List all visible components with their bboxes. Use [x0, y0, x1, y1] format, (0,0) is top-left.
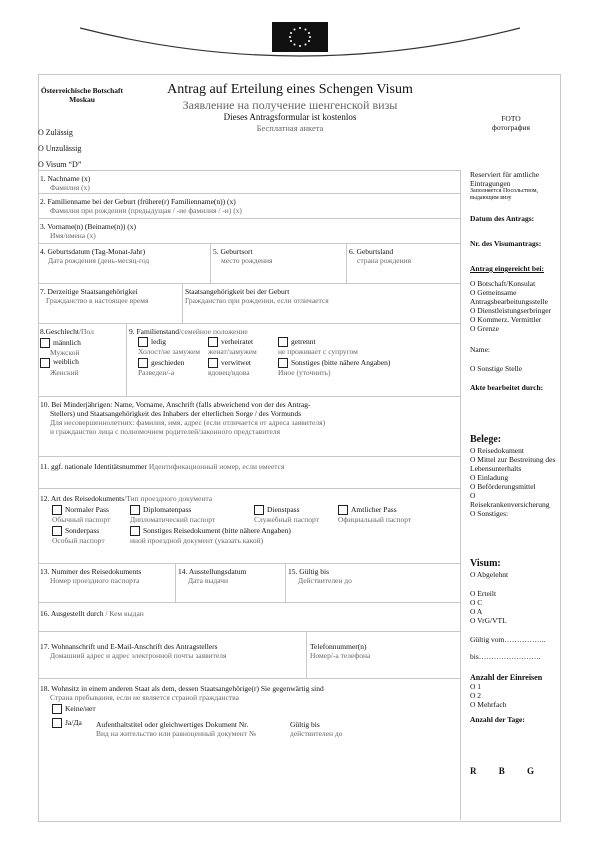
valid-from-field[interactable]: Gültig vom…………….. [470, 635, 546, 644]
status-option[interactable]: O Unzulässig [38, 144, 82, 153]
nr-label: Nr. des Visumantrags: [470, 239, 542, 248]
marital-option[interactable]: verheiratet женат/замужем [208, 337, 257, 357]
document-option[interactable]: Normaler Pass Обычный паспорт [52, 505, 111, 525]
status-option[interactable]: O Zulässig [38, 128, 73, 137]
visum-option[interactable]: O Abgelehnt [470, 570, 509, 579]
belege-option[interactable]: O Mittel zur Bestreitung des Lebensunterhalts [470, 455, 556, 473]
entries-option[interactable]: O 2 [470, 691, 482, 700]
field-guardian[interactable]: 10. Bei Minderjährigen: Name, Vorname, Anschrift (falls abweichend von der des Antrag- Stellers) und Staatsangehörigkeit des Inhabers der elterlichen Sorge / des Vormunds Для несовершеннолетних: фамилия, имя, адрес (если отличается от адреса заявителя) и гражданство лица с полномочием родителей/законного представителя [40, 400, 326, 436]
form-title: Antrag auf Erteilung eines Schengen Visum Заявление на получение шенгенской визы Dieses Antragsformular ist kostenlos Бесплатная анкета [167, 82, 413, 133]
residence-yes-option[interactable]: Ja/Да [52, 718, 82, 728]
field-birth-surname[interactable]: 2. Familienname bei der Geburt (frühere(r) Familienname(n)) (x) Фамилия при рождении (предыдущая / -ие фамилия / -и) (x) [40, 197, 242, 215]
document-option[interactable]: Diplomatenpass Дипломатический паспорт [130, 505, 216, 525]
belege-option[interactable]: O Beförderungsmittel [470, 482, 536, 491]
residence-no-option[interactable]: Keine/нет [52, 704, 96, 714]
marital-option[interactable]: geschieden Разведен/-а [138, 358, 185, 378]
entries-option[interactable]: O Mehrfach [470, 700, 507, 709]
field-sex: 8.Geschlecht/Пол männlich Мужской weiblich Женский [40, 327, 94, 377]
field-document-number[interactable]: 13. Nummer des Reisedokuments Номер проездного паспорта [40, 567, 142, 585]
document-option[interactable]: Dienstpass Служебный паспорт [254, 505, 319, 525]
field-valid-until[interactable]: 15. Gültig bis Действителен до [288, 567, 352, 585]
status-options [38, 128, 81, 170]
belege-option[interactable]: O Reisedokument [470, 446, 524, 455]
other-place-option[interactable]: O Sonstige Stelle [470, 364, 523, 373]
field-issued-by[interactable]: 16. Ausgestellt durch / Кем выдан [40, 609, 144, 618]
submitted-option[interactable]: O Dienstleistungserbringer [470, 306, 552, 315]
document-option[interactable]: Sonderpass Особый паспорт [52, 526, 105, 546]
marital-option[interactable]: Sonstiges (bitte nähere Angaben) Иное (уточнить) [278, 358, 391, 378]
official-sidebar: Reserviert für amtliche Eintragungen Заполняется Посольством, выдающим визу Datum des Antrags: Nr. des Visumantrags: Antrag eingereicht bei: O Botschaft/Konsulat O Gemeinsame Antragsbearbeitungsstelle O Dienstleistungserbringer O Kommerz. Vermittler O Grenze Name: O Sonstige Stelle Akte bearbeitet durch: [470, 170, 556, 392]
field-phone[interactable]: Telefonnummer(n) Номер/-а телефона [310, 642, 371, 660]
field-residence: 18. Wohnsitz in einem anderen Staat als dem, dessen Staatsangehörige(r) Sie gegenwärtig sind Страна пребывания, если не является страной гражданства [40, 684, 324, 702]
belege-option[interactable]: O Sonstiges: [470, 509, 509, 518]
field-residence-valid[interactable]: Gültig bis действителен до [290, 720, 343, 738]
marital-option[interactable]: ledig Холост/не замужем [138, 337, 201, 357]
visum-section: Visum: O Abgelehnt O Erteilt O C O A O VrG/VTL Gültig vom…………….. bis……………………. Anzahl der Einreisen O 1 O 2 O Mehrfach Anzahl der Tage: [470, 558, 556, 724]
field-marital-status: 9. Familienstand/семейное положение [129, 327, 248, 336]
field-birth-date[interactable]: 4. Geburtsdatum (Tag-Monat-Jahr) Дата рождения (день-месяц-год [40, 247, 150, 265]
visum-option[interactable]: O C [470, 598, 483, 607]
visum-option[interactable]: O Erteilt [470, 589, 497, 598]
submitted-option[interactable]: O Gemeinsame Antragsbearbeitungsstelle [470, 288, 548, 306]
field-birth-country[interactable]: 6. Geburtsland страна рождения [349, 247, 412, 265]
field-residence-permit[interactable]: Aufenthaltstitel oder gleichwertiges Dokument Nr. Вид на жительство или равноценный документ № [96, 720, 257, 738]
belege-section: Belege: O Reisedokument O Mittel zur Bestreitung des Lebensunterhalts O Einladung O Beförderungsmittel O Reisekrankenversicherung O Sonstiges: [470, 434, 556, 518]
entries-option[interactable]: O 1 [470, 682, 482, 691]
submitted-option[interactable]: O Grenze [470, 324, 499, 333]
belege-option[interactable]: O Einladung [470, 473, 509, 482]
checkbox-male[interactable] [40, 338, 50, 348]
field-first-names[interactable]: 3. Vorname(n) (Beiname(n)) (x) Имя/имена (x) [40, 222, 136, 240]
header-arc [0, 0, 600, 80]
field-birth-place[interactable]: 5. Geburtsort место рождения [213, 247, 273, 265]
document-option[interactable]: Amtlicher Pass Официальный паспорт [338, 505, 412, 525]
status-option[interactable]: O Visum “D” [38, 160, 82, 169]
visum-option[interactable]: O VrG/VTL [470, 616, 507, 625]
field-nationality[interactable]: 7. Derzeitige Staatsangehörigkei Гражданство в настоящее время [40, 287, 149, 305]
submitted-option[interactable]: O Kommerz. Vermittler [470, 315, 542, 324]
field-address[interactable]: 17. Wohnanschrift und E-Mail-Anschrift des Antragstellers Домашний адрес и адрес электронной почты заявителя [40, 642, 227, 660]
rbg-markers: R B G [470, 766, 535, 776]
marital-option[interactable]: verwitwet вдовец/вдова [208, 358, 251, 378]
submitted-option[interactable]: O Botschaft/Konsulat [470, 279, 536, 288]
valid-to-field[interactable]: bis……………………. [470, 652, 541, 661]
marital-option[interactable]: getrennt не проживает с супругом [278, 337, 358, 357]
field-document-type: 12. Art des Reisedokuments/Тип проездного документа [40, 494, 213, 503]
belege-option[interactable]: O Reisekrankenversicherung [470, 491, 550, 509]
photo-box: FOTO фотография [492, 114, 530, 132]
checkbox-female[interactable] [40, 358, 50, 368]
field-nationality-birth[interactable]: Staatsangehörigkeit bei der Geburt Гражданство при рождении, если отличается [185, 287, 329, 305]
date-label: Datum des Antrags: [470, 214, 535, 223]
embassy-name: Österreichische Botschaft Moskau [40, 86, 124, 104]
field-issue-date[interactable]: 14. Ausstellungsdatum Дата выдачи [178, 567, 247, 585]
field-surname[interactable]: 1. Nachname (x) Фамилия (x) [40, 174, 91, 192]
field-national-id[interactable]: 11. ggf. nationale Identitätsnummer Идентификационный номер, если имеется [40, 462, 285, 471]
visum-option[interactable]: O A [470, 607, 483, 616]
document-option[interactable]: Sonstiges Reisedokument (bitte nähere Angaben) иной проездной документ (указать какой) [130, 526, 291, 546]
